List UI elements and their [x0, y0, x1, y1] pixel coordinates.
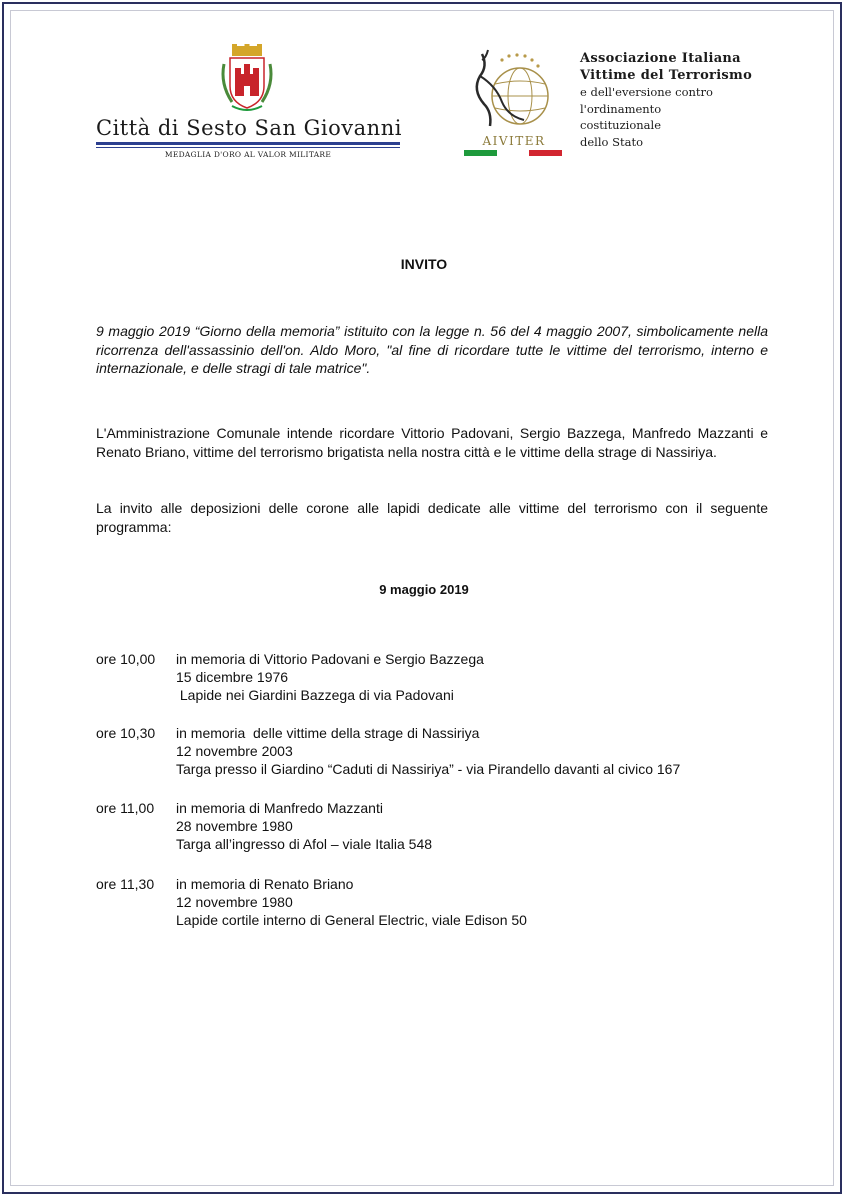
event-location: Targa presso il Giardino “Caduti di Nassiriya” - via Pirandello davanti al civico 167 [176, 761, 681, 777]
event-date: 12 novembre 1980 [176, 894, 293, 910]
paragraph-invitation: La invito alle deposizioni delle corone alle lapidi dedicate alle vittime del terrorismo con il seguente programma: [96, 500, 768, 535]
event-location: Targa all’ingresso di Afol – viale Italia 548 [176, 836, 433, 852]
association-line-3: e dell'eversione contro [580, 85, 713, 99]
event-description: in memoria di Manfredo Mazzanti [176, 800, 383, 816]
program-event [96, 724, 796, 780]
program-event [96, 875, 796, 931]
event-location: Lapide cortile interno di General Electric, viale Edison 50 [176, 912, 527, 928]
city-rule-thin [96, 147, 400, 148]
program-date-heading: 9 maggio 2019 [379, 582, 469, 597]
event-time: ore 10,00 [96, 651, 156, 667]
event-description: in memoria delle vittime della strage di Nassiriya [176, 725, 480, 741]
event-date: 28 novembre 1980 [176, 818, 293, 834]
association-line-1: Associazione Italiana [580, 51, 741, 66]
page-border [2, 2, 842, 1194]
event-time: ore 11,30 [96, 876, 155, 892]
association-line-6: dello Stato [580, 134, 644, 149]
page-border-inner [10, 10, 834, 1186]
event-description: in memoria di Vittorio Padovani e Sergio Bazzega [176, 651, 484, 667]
association-line-2: Vittime del Terrorismo [580, 68, 753, 83]
italian-flag-icon [464, 150, 562, 156]
association-name-block [580, 50, 780, 150]
paragraph-commemoration: L'Amministrazione Comunale intende ricordare Vittorio Padovani, Sergio Bazzega, Manfredo Mazzanti e Renato Briano, vittime del terrorismo brigatista nella nostra città e le vittime della strage di Nassiriya. [96, 425, 768, 460]
city-logo [96, 44, 400, 160]
event-date: 15 dicembre 1976 [176, 669, 289, 685]
aiviter-logo-text: AIVITER [482, 134, 546, 148]
document-title: INVITO [400, 256, 448, 272]
event-description: in memoria di Renato Briano [176, 876, 354, 892]
city-name: Città di Sesto San Giovanni [96, 116, 402, 140]
city-crest-icon [218, 44, 276, 114]
aiviter-logo [462, 46, 566, 162]
event-time: ore 10,30 [96, 725, 156, 741]
association-line-4: l'ordinamento [580, 101, 662, 116]
event-date: 12 novembre 2003 [176, 743, 293, 759]
city-rule [96, 142, 400, 145]
program-event [96, 650, 796, 706]
event-location: Lapide nei Giardini Bazzega di via Padovani [176, 687, 454, 703]
program-event [96, 799, 796, 855]
association-line-5: costituzionale [580, 118, 661, 132]
globe-emblem-icon [462, 46, 566, 134]
event-time: ore 11,00 [96, 800, 155, 816]
intro-paragraph: 9 maggio 2019 “Giorno della memoria” istituito con la legge n. 56 del 4 maggio 2007, simbolicamente nella ricorrenza dell'assassinio dell'on. Aldo Moro, "al fine di ricordare tutte le vittime del terrorismo, interno e internazionale, e delle stragi di tale matrice". [96, 323, 768, 376]
city-medal-text: MEDAGLIA D'ORO AL VALOR MILITARE [164, 150, 332, 159]
